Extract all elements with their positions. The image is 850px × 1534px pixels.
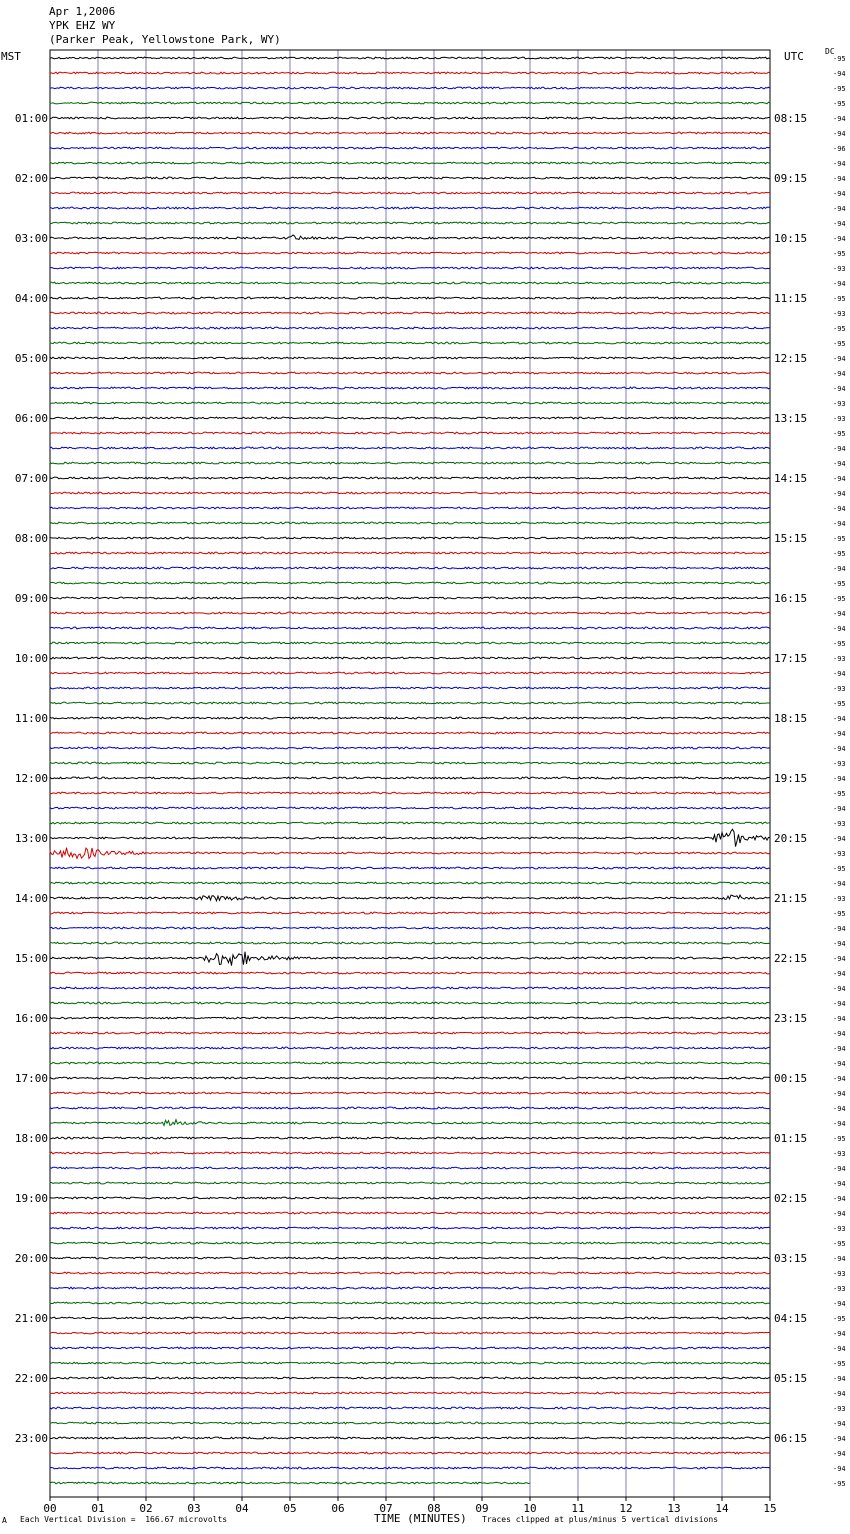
dc-offset-label: -93: [833, 415, 846, 423]
trace-row: [50, 1120, 770, 1126]
dc-offset-label: -94: [833, 1090, 846, 1098]
trace-row: [50, 1347, 770, 1349]
x-tick-label: 06: [331, 1502, 345, 1515]
dc-offset-label: -95: [833, 550, 846, 558]
x-tick-label: 11: [571, 1502, 585, 1515]
x-tick-label: 10: [523, 1502, 537, 1515]
dc-offset-label: -93: [833, 1285, 846, 1293]
clip-note: Traces clipped at plus/minus 5 vertical divisions: [482, 1515, 719, 1524]
dc-offset-label: -94: [833, 610, 846, 618]
dc-offset-label: -94: [833, 1030, 846, 1038]
trace-row: [50, 507, 770, 509]
trace-row: [50, 987, 770, 989]
dc-offset-label: -95: [833, 430, 846, 438]
dc-offset-label: -94: [833, 730, 846, 738]
trace-row: [50, 342, 770, 344]
dc-offset-label: -94: [833, 370, 846, 378]
dc-offset-label: -94: [833, 985, 846, 993]
date-label: Apr 1,2006: [49, 5, 116, 18]
mst-hour-label: 08:00: [14, 532, 48, 545]
x-tick-label: 14: [715, 1502, 729, 1515]
dc-offset-label: -93: [833, 1270, 846, 1278]
mst-hour-label: 01:00: [14, 112, 48, 125]
mst-hour-label: 14:00: [14, 892, 48, 905]
trace-row: [50, 1002, 770, 1004]
trace-row: [50, 882, 770, 884]
dc-offset-label: -94: [833, 190, 846, 198]
utc-hour-label: 08:15: [774, 112, 808, 125]
trace-row: [50, 477, 770, 479]
trace-row: [50, 462, 770, 464]
utc-hour-label: 01:15: [774, 1132, 808, 1145]
dc-offset-label: -94: [833, 1075, 846, 1083]
trace-row: [50, 57, 770, 59]
trace-row: [50, 117, 770, 119]
trace-row: [50, 642, 770, 644]
dc-offset-label: -94: [833, 1000, 846, 1008]
station-label: YPK EHZ WY: [49, 19, 116, 32]
mst-hour-label: 13:00: [14, 832, 48, 845]
utc-hour-label: 04:15: [774, 1312, 808, 1325]
scale-note: Each Vertical Division = 166.67 microvolts: [20, 1515, 228, 1524]
trace-row: [50, 747, 770, 749]
trace-row: [50, 1017, 770, 1019]
dc-offset-label: -94: [833, 715, 846, 723]
dc-offset-label: -94: [833, 1255, 846, 1263]
trace-row: [50, 1212, 770, 1214]
trace-row: [50, 552, 770, 554]
dc-offset-label: -94: [833, 1015, 846, 1023]
trace-row: [50, 447, 770, 449]
trace-row: [50, 297, 770, 299]
dc-offset-label: -94: [833, 1345, 846, 1353]
trace-row: [50, 162, 770, 164]
dc-offset-label: -93: [833, 895, 846, 903]
utc-hour-label: 06:15: [774, 1432, 808, 1445]
trace-row: [50, 372, 770, 374]
trace-row: [50, 1152, 770, 1154]
trace-row: [50, 1437, 770, 1439]
utc-hour-label: 23:15: [774, 1012, 808, 1025]
utc-hour-label: 03:15: [774, 1252, 808, 1265]
dc-offset-label: -93: [833, 1225, 846, 1233]
mst-hour-label: 03:00: [14, 232, 48, 245]
trace-row: [50, 1422, 770, 1424]
trace-row: [50, 1467, 770, 1469]
utc-hour-label: 17:15: [774, 652, 808, 665]
dc-offset-label: -94: [833, 520, 846, 528]
trace-row: [50, 1362, 770, 1364]
trace-row: [50, 252, 770, 254]
trace-row: [50, 687, 770, 689]
dc-offset-label: -94: [833, 970, 846, 978]
trace-row: [50, 1392, 770, 1394]
dc-offset-label: -94: [833, 505, 846, 513]
dc-offset-label: -93: [833, 265, 846, 273]
trace-row: [50, 222, 770, 224]
trace-row: [50, 1332, 770, 1334]
dc-offset-label: -94: [833, 220, 846, 228]
trace-row: [50, 792, 770, 794]
trace-row: [50, 1407, 770, 1409]
trace-row: [50, 1272, 770, 1274]
utc-hour-label: 09:15: [774, 172, 808, 185]
trace-row: [50, 942, 770, 944]
dc-offset-label: -94: [833, 475, 846, 483]
dc-offset-label: -93: [833, 655, 846, 663]
dc-offset-label: -95: [833, 580, 846, 588]
dc-offset-label: -94: [833, 880, 846, 888]
dc-offset-label: -94: [833, 1165, 846, 1173]
x-tick-label: 15: [763, 1502, 777, 1515]
mst-hour-label: 04:00: [14, 292, 48, 305]
trace-row: [50, 235, 770, 239]
dc-offset-label: -95: [833, 55, 846, 63]
dc-offset-label: -94: [833, 805, 846, 813]
dc-offset-label: -94: [833, 1105, 846, 1113]
utc-axis-label: UTC: [784, 50, 804, 63]
dc-offset-label: -94: [833, 835, 846, 843]
dc-offset-label: -94: [833, 625, 846, 633]
x-tick-label: 08: [427, 1502, 441, 1515]
dc-offset-label: -96: [833, 145, 846, 153]
dc-offset-label: -94: [833, 670, 846, 678]
dc-offset-label: -94: [833, 1180, 846, 1188]
utc-hour-label: 13:15: [774, 412, 808, 425]
dc-offset-label: -94: [833, 1435, 846, 1443]
trace-row: [50, 1257, 770, 1259]
dc-offset-label: -95: [833, 250, 846, 258]
trace-row: [50, 1077, 770, 1079]
dc-offset-label: -95: [833, 325, 846, 333]
x-tick-label: 12: [619, 1502, 633, 1515]
mst-hour-label: 15:00: [14, 952, 48, 965]
dc-offset-label: -95: [833, 535, 846, 543]
dc-offset-label: -94: [833, 355, 846, 363]
mst-hour-label: 06:00: [14, 412, 48, 425]
dc-offset-label: -94: [833, 160, 846, 168]
trace-row: [50, 717, 770, 719]
dc-offset-label: -95: [833, 1135, 846, 1143]
mst-hour-label: 21:00: [14, 1312, 48, 1325]
utc-hour-label: 22:15: [774, 952, 808, 965]
trace-row: [50, 522, 770, 524]
trace-row: [50, 1092, 770, 1094]
trace-row: [50, 1242, 770, 1244]
dc-offset-label: -95: [833, 640, 846, 648]
dc-offset-label: -94: [833, 280, 846, 288]
x-tick-label: 03: [187, 1502, 201, 1515]
mst-hour-label: 23:00: [14, 1432, 48, 1445]
utc-hour-label: 18:15: [774, 712, 808, 725]
trace-row: [50, 1302, 770, 1304]
trace-row: [50, 1377, 770, 1379]
trace-row: [50, 312, 770, 314]
trace-row: [50, 927, 770, 929]
trace-row: [50, 762, 770, 764]
dc-offset-label: -94: [833, 1045, 846, 1053]
mst-axis-label: MST: [1, 50, 21, 63]
trace-row: [50, 1167, 770, 1169]
dc-offset-label: -93: [833, 850, 846, 858]
trace-row: [50, 267, 770, 269]
x-tick-label: 00: [43, 1502, 57, 1515]
trace-row: [50, 1107, 770, 1109]
utc-hour-label: 00:15: [774, 1072, 808, 1085]
dc-offset-label: -94: [833, 955, 846, 963]
dc-offset-label: -94: [833, 1300, 846, 1308]
dc-offset-label: -94: [833, 1390, 846, 1398]
x-tick-label: 04: [235, 1502, 249, 1515]
dc-offset-label: -94: [833, 115, 846, 123]
utc-hour-label: 11:15: [774, 292, 808, 305]
dc-offset-label: -94: [833, 745, 846, 753]
x-tick-label: 05: [283, 1502, 297, 1515]
dc-offset-label: -95: [833, 790, 846, 798]
trace-row: [50, 952, 770, 966]
x-tick-label: 09: [475, 1502, 489, 1515]
utc-hour-label: 14:15: [774, 472, 808, 485]
trace-row: [50, 147, 770, 149]
dc-offset-label: -94: [833, 925, 846, 933]
dc-offset-label: -94: [833, 1465, 846, 1473]
trace-row: [50, 582, 770, 584]
trace-row: [50, 597, 770, 599]
trace-row: [50, 1287, 770, 1289]
trace-row: [50, 192, 770, 194]
trace-row: [50, 1032, 770, 1034]
trace-row: [50, 1197, 770, 1199]
trace-row: [50, 387, 770, 389]
dc-label: DC: [825, 47, 835, 56]
dc-offset-label: -95: [833, 595, 846, 603]
mst-hour-label: 09:00: [14, 592, 48, 605]
dc-offset-label: -94: [833, 130, 846, 138]
trace-row: [50, 912, 770, 914]
x-tick-label: 07: [379, 1502, 393, 1515]
trace-row: [50, 282, 770, 284]
trace-row: [50, 432, 770, 434]
dc-offset-label: -95: [833, 340, 846, 348]
mst-hour-label: 16:00: [14, 1012, 48, 1025]
trace-row: [50, 1137, 770, 1139]
trace-row: [50, 417, 770, 419]
utc-hour-label: 21:15: [774, 892, 808, 905]
utc-hour-label: 02:15: [774, 1192, 808, 1205]
dc-offset-label: -94: [833, 775, 846, 783]
dc-offset-label: -95: [833, 100, 846, 108]
dc-offset-label: -93: [833, 1150, 846, 1158]
trace-row: [50, 702, 770, 704]
trace-row: [50, 829, 770, 846]
mst-hour-label: 18:00: [14, 1132, 48, 1145]
dc-offset-label: -95: [833, 295, 846, 303]
location-label: (Parker Peak, Yellowstone Park, WY): [49, 33, 281, 46]
utc-hour-label: 15:15: [774, 532, 808, 545]
trace-row: [50, 537, 770, 539]
dc-offset-label: -95: [833, 85, 846, 93]
dc-offset-label: -94: [833, 1330, 846, 1338]
utc-hour-label: 05:15: [774, 1372, 808, 1385]
dc-offset-label: -93: [833, 685, 846, 693]
trace-row: [50, 177, 770, 179]
mst-hour-label: 19:00: [14, 1192, 48, 1205]
trace-row: [50, 627, 770, 629]
trace-row: [50, 132, 770, 134]
mst-hour-label: 05:00: [14, 352, 48, 365]
dc-offset-label: -95: [833, 910, 846, 918]
dc-offset-label: -94: [833, 940, 846, 948]
dc-offset-label: -94: [833, 565, 846, 573]
trace-row: [50, 72, 770, 74]
dc-offset-label: -94: [833, 175, 846, 183]
trace-row: [50, 1047, 770, 1049]
dc-offset-label: -94: [833, 1195, 846, 1203]
dc-offset-label: -94: [833, 205, 846, 213]
trace-row: [50, 777, 770, 779]
utc-hour-label: 12:15: [774, 352, 808, 365]
corner-mark: A: [2, 1516, 7, 1525]
dc-offset-label: -93: [833, 1405, 846, 1413]
dc-offset-label: -94: [833, 445, 846, 453]
dc-offset-label: -94: [833, 1120, 846, 1128]
trace-row: [50, 1317, 770, 1319]
dc-offset-label: -95: [833, 1315, 846, 1323]
utc-hour-label: 20:15: [774, 832, 808, 845]
utc-hour-label: 16:15: [774, 592, 808, 605]
utc-hour-label: 19:15: [774, 772, 808, 785]
trace-row: [50, 972, 770, 974]
trace-row: [50, 402, 770, 404]
mst-hour-label: 12:00: [14, 772, 48, 785]
trace-row: [50, 1062, 770, 1064]
x-axis-title: TIME (MINUTES): [374, 1512, 467, 1525]
dc-offset-label: -94: [833, 1375, 846, 1383]
mst-hour-label: 20:00: [14, 1252, 48, 1265]
dc-offset-label: -94: [833, 385, 846, 393]
trace-row: [50, 612, 770, 614]
trace-row: [50, 895, 770, 901]
dc-offset-label: -93: [833, 820, 846, 828]
trace-row: [50, 357, 770, 359]
trace-row: [50, 848, 770, 859]
dc-offset-label: -95: [833, 700, 846, 708]
dc-offset-label: -94: [833, 235, 846, 243]
mst-hour-label: 02:00: [14, 172, 48, 185]
x-tick-label: 13: [667, 1502, 681, 1515]
trace-row: [50, 822, 770, 824]
trace-row: [50, 207, 770, 209]
dc-offset-label: -94: [833, 1060, 846, 1068]
dc-offset-label: -94: [833, 1450, 846, 1458]
trace-row: [50, 102, 770, 104]
dc-offset-label: -94: [833, 460, 846, 468]
dc-offset-label: -95: [833, 1240, 846, 1248]
dc-offset-label: -94: [833, 1420, 846, 1428]
dc-offset-label: -94: [833, 1210, 846, 1218]
mst-hour-label: 10:00: [14, 652, 48, 665]
dc-offset-label: -95: [833, 1480, 846, 1488]
trace-row: [50, 1227, 770, 1229]
trace-row: [50, 807, 770, 809]
x-tick-label: 01: [91, 1502, 105, 1515]
dc-offset-label: -93: [833, 760, 846, 768]
trace-row: [50, 1452, 770, 1454]
utc-hour-label: 10:15: [774, 232, 808, 245]
mst-hour-label: 17:00: [14, 1072, 48, 1085]
mst-hour-label: 11:00: [14, 712, 48, 725]
dc-offset-label: -93: [833, 310, 846, 318]
dc-offset-label: -95: [833, 1360, 846, 1368]
mst-hour-label: 07:00: [14, 472, 48, 485]
trace-row: [50, 672, 770, 674]
trace-row: [50, 87, 770, 89]
x-tick-label: 02: [139, 1502, 153, 1515]
dc-offset-label: -94: [833, 70, 846, 78]
trace-row: [50, 1182, 770, 1184]
dc-offset-label: -95: [833, 865, 846, 873]
trace-row: [50, 657, 770, 659]
trace-row: [50, 567, 770, 569]
trace-row: [50, 732, 770, 734]
mst-hour-label: 22:00: [14, 1372, 48, 1385]
dc-offset-label: -93: [833, 400, 846, 408]
trace-row: [50, 492, 770, 494]
dc-offset-label: -94: [833, 490, 846, 498]
trace-row: [50, 867, 770, 869]
trace-row: [50, 327, 770, 329]
